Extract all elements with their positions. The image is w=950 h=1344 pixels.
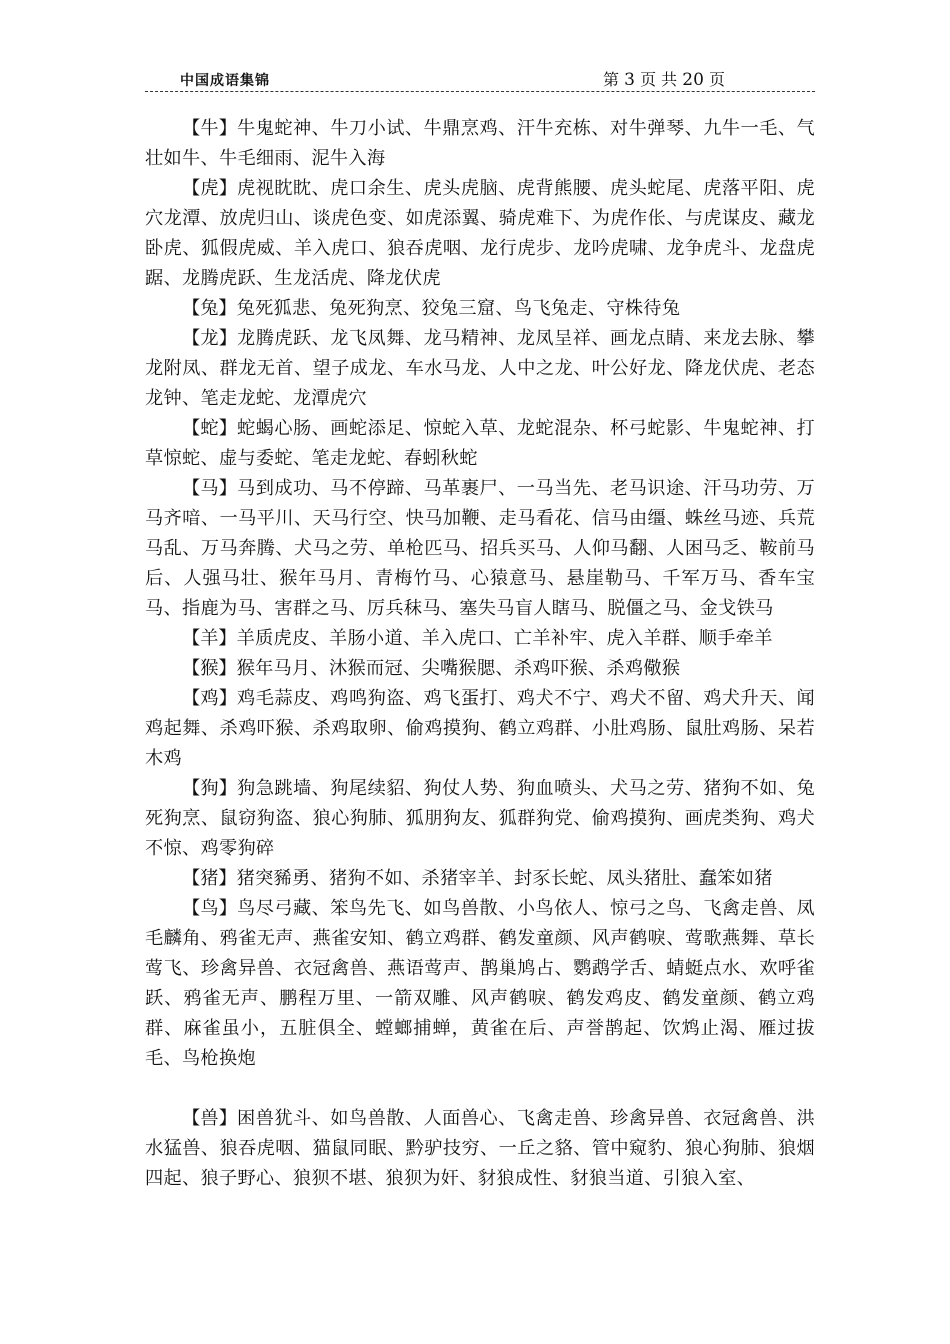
entry-text: 猴年马月、沐猴而冠、尖嘴猴腮、杀鸡吓猴、杀鸡儆猴 xyxy=(236,658,681,679)
entry-text: 牛鬼蛇神、牛刀小试、牛鼎烹鸡、汗牛充栋、对牛弹琴、九牛一毛、气壮如牛、牛毛细雨、泥牛入海 xyxy=(145,118,815,169)
entry-key: 【鸡】 xyxy=(182,688,238,709)
entry-dragon xyxy=(145,324,815,414)
entry-text: 困兽犹斗、如鸟兽散、人面兽心、飞禽走兽、珍禽异兽、衣冠禽兽、洪水猛兽、狼吞虎咽、猫鼠同眠、黔驴技穷、一丘之貉、管中窥豹、狼心狗肺、狼烟四起、狼子野心、狼狈不堪、狼狈为奸、豺狼成性、豺狼当道、引狼入室、 xyxy=(145,1108,815,1189)
entry-key: 【龙】 xyxy=(182,328,238,349)
entry-text: 羊质虎皮、羊肠小道、羊入虎口、亡羊补牢、虎入羊群、顺手牵羊 xyxy=(236,628,773,649)
entry-rooster xyxy=(145,684,815,774)
entry-pig xyxy=(145,864,815,894)
page-total: 20 xyxy=(682,70,704,90)
page-number: 3 xyxy=(624,70,635,90)
entry-bird xyxy=(145,894,815,1074)
page-mid: 页 共 xyxy=(640,70,678,89)
entry-dog xyxy=(145,774,815,864)
page-prefix: 第 xyxy=(603,70,620,89)
header-rule xyxy=(145,91,815,92)
entry-rabbit xyxy=(145,294,815,324)
entry-monkey xyxy=(145,654,815,684)
entry-text: 狗急跳墙、狗尾续貂、狗仗人势、狗血喷头、犬马之劳、猪狗不如、兔死狗烹、鼠窃狗盗、狼心狗肺、狐朋狗友、狐群狗党、偷鸡摸狗、画虎类狗、鸡犬不惊、鸡零狗碎 xyxy=(145,778,815,859)
entry-text: 虎视眈眈、虎口余生、虎头虎脑、虎背熊腰、虎头蛇尾、虎落平阳、虎穴龙潭、放虎归山、谈虎色变、如虎添翼、骑虎难下、为虎作伥、与虎谋皮、藏龙卧虎、狐假虎威、羊入虎口、狼吞虎咽、龙行虎步、龙吟虎啸、龙争虎斗、龙盘虎踞、龙腾虎跃、生龙活虎、降龙伏虎 xyxy=(145,178,815,289)
entry-snake xyxy=(145,414,815,474)
entry-key: 【猪】 xyxy=(182,868,237,889)
page-header xyxy=(145,70,815,92)
entry-key: 【蛇】 xyxy=(182,418,238,439)
document-title: 中国成语集锦 xyxy=(180,73,270,89)
entry-key: 【兽】 xyxy=(182,1108,238,1129)
entry-key: 【马】 xyxy=(182,478,238,499)
entry-horse xyxy=(145,474,815,624)
idiom-list xyxy=(145,114,815,1194)
entry-beast xyxy=(145,1104,815,1194)
entry-key: 【虎】 xyxy=(182,178,238,199)
entry-text: 鸟尽弓藏、笨鸟先飞、如鸟兽散、小鸟依人、惊弓之鸟、飞禽走兽、凤毛麟角、鸦雀无声、燕雀安知、鹤立鸡群、鹤发童颜、风声鹤唳、莺歌燕舞、草长莺飞、珍禽异兽、衣冠禽兽、燕语莺声、鹊巢鸠占、鹦鹉学舌、蜻蜓点水、欢呼雀跃、鸦雀无声、鹏程万里、一箭双雕、风声鹤唳、鹤发鸡皮、鹤发童颜、鹤立鸡群、麻雀虽小，五脏俱全、螳螂捕蝉，黄雀在后、声誉鹊起、饮鸩止渴、雁过拔毛、鸟枪换炮 xyxy=(145,898,815,1069)
entry-tiger xyxy=(145,174,815,294)
entry-key: 【鸟】 xyxy=(182,898,238,919)
entry-text: 猪突豨勇、猪狗不如、杀猪宰羊、封豕长蛇、凤头猪肚、蠢笨如猪 xyxy=(236,868,773,889)
entry-text: 马到成功、马不停蹄、马革裹尸、一马当先、老马识途、汗马功劳、万马齐喑、一马平川、天马行空、快马加鞭、走马看花、信马由缰、蛛丝马迹、兵荒马乱、万马奔腾、犬马之劳、单枪匹马、招兵买马、人仰马翻、人困马乏、鞍前马后、人强马壮、猴年马月、青梅竹马、心猿意马、悬崖勒马、千军万马、香车宝马、指鹿为马、害群之马、厉兵秣马、塞失马盲人瞎马、脱僵之马、金戈铁马 xyxy=(145,478,815,619)
entry-key: 【羊】 xyxy=(182,628,237,649)
entry-text: 龙腾虎跃、龙飞凤舞、龙马精神、龙凤呈祥、画龙点睛、来龙去脉、攀龙附凤、群龙无首、望子成龙、车水马龙、人中之龙、叶公好龙、降龙伏虎、老态龙钟、笔走龙蛇、龙潭虎穴 xyxy=(145,328,815,409)
page-indicator xyxy=(603,67,725,90)
entry-text: 兔死狐悲、兔死狗烹、狡兔三窟、鸟飞兔走、守株待兔 xyxy=(236,298,681,319)
entry-text: 鸡毛蒜皮、鸡鸣狗盗、鸡飞蛋打、鸡犬不宁、鸡犬不留、鸡犬升天、闻鸡起舞、杀鸡吓猴、杀鸡取卵、偷鸡摸狗、鹤立鸡群、小肚鸡肠、鼠肚鸡肠、呆若木鸡 xyxy=(145,688,815,769)
entry-ox xyxy=(145,114,815,174)
entry-key: 【猴】 xyxy=(182,658,237,679)
entry-key: 【兔】 xyxy=(182,298,237,319)
entry-key: 【狗】 xyxy=(182,778,238,799)
page-suffix: 页 xyxy=(708,70,725,89)
entry-sheep xyxy=(145,624,815,654)
entry-text: 蛇蝎心肠、画蛇添足、惊蛇入草、龙蛇混杂、杯弓蛇影、牛鬼蛇神、打草惊蛇、虚与委蛇、笔走龙蛇、春蚓秋蛇 xyxy=(145,418,815,469)
entry-key: 【牛】 xyxy=(182,118,238,139)
